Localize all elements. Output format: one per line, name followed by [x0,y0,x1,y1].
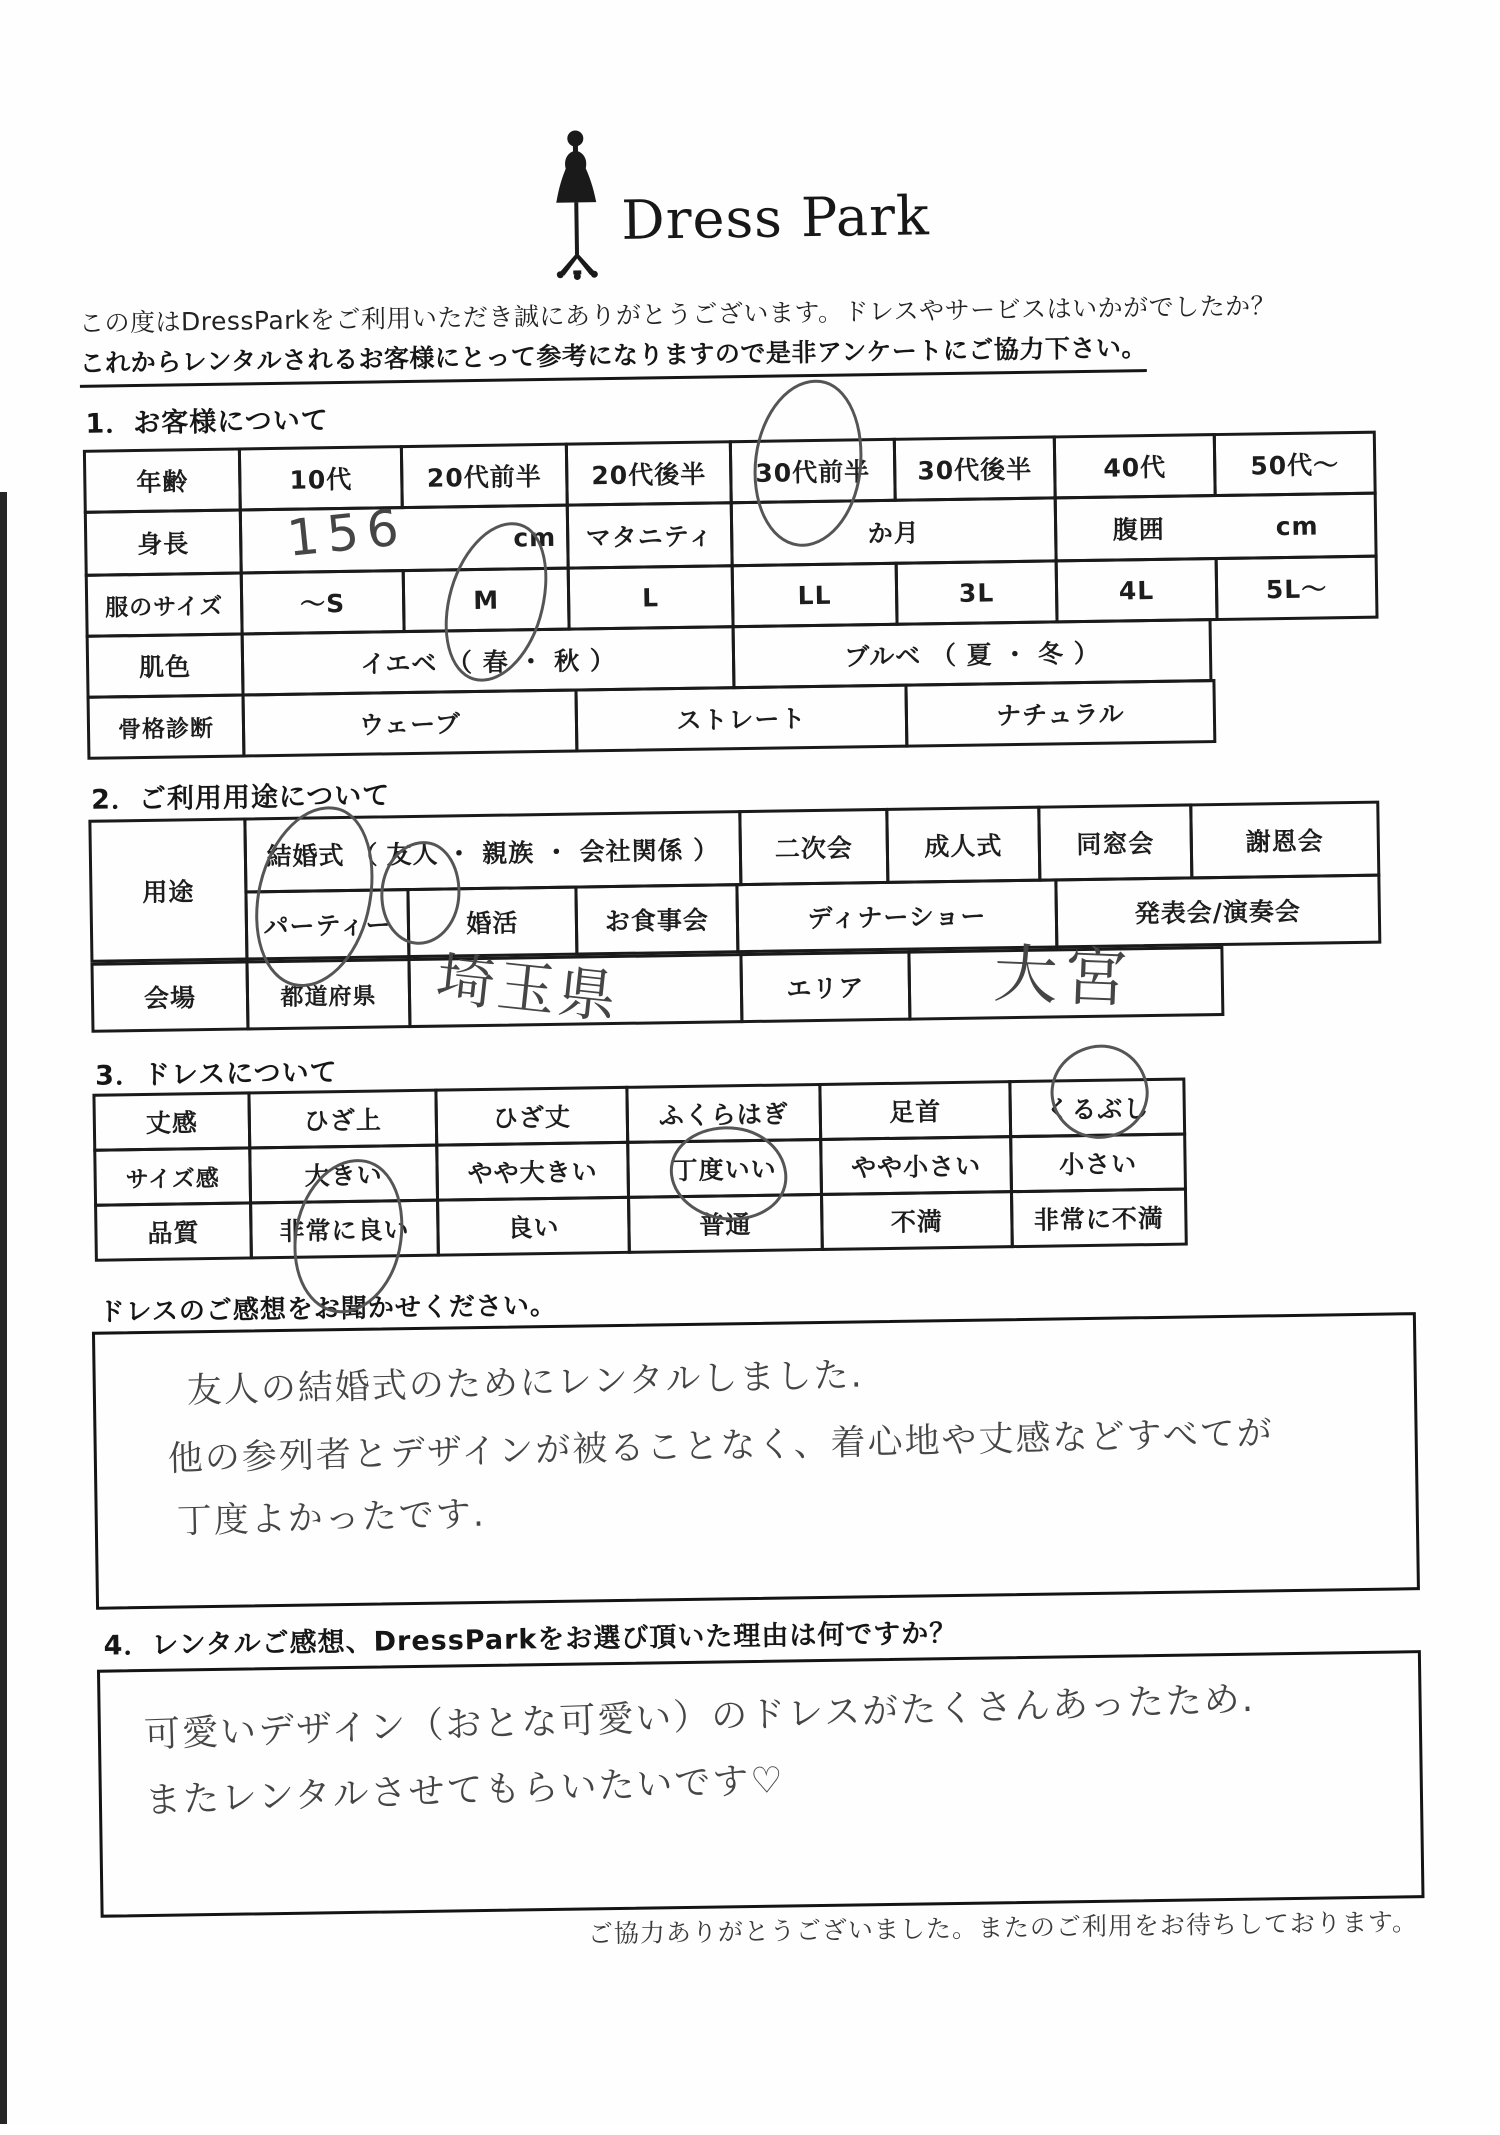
quality-row-label: 品質 [94,1201,253,1261]
dress-feedback-line: 友人の結婚式のためにレンタルしました. [186,1355,865,1412]
usage-option-cell: 二次会 [738,808,889,886]
footer-thanks: ご協力ありがとうございました。またのご利用をお待ちしております。 [587,1907,1419,1949]
height-row-label: 身長 [84,508,243,576]
section-4-title: 4．レンタルご感想、DressParkをお選び頂いた理由は何ですか？ [103,1617,958,1662]
fit-option-cell: 大きい [248,1144,439,1205]
section-2-title: 2．ご利用用途について [90,780,391,816]
age-option-cell: 40代 [1053,433,1217,499]
size-option-cell: 5L～ [1215,555,1379,621]
quality-option-cell: 非常に良い [249,1199,440,1260]
age-option-cell: 50代～ [1213,431,1377,497]
fit-option-cell: 小さい [1009,1133,1187,1194]
height-value-handwritten: 156 [284,497,410,568]
age-option-cell: 20代後半 [565,440,733,506]
brand-logo [0,115,1488,289]
frame-option-cell: ナチュラル [904,679,1216,748]
usage-option-cell: パーティー [244,888,410,960]
size-option-cell: M [402,567,571,633]
fit-row-label: サイズ感 [93,1146,252,1206]
prefecture-value-handwritten: 埼玉県 [433,944,623,1032]
quality-option-cell: 非常に不満 [1010,1188,1188,1249]
dress-feedback-line: 他の参列者とデザインが被ることなく、着心地や丈感などすべてが [167,1413,1275,1480]
waist-unit: cm [1275,511,1319,541]
age-option-cell: 20代前半 [400,443,569,509]
maternity-months-cell: か月 [730,496,1058,567]
wedding-detail: ・ 親族 ・ 会社関係 ） [446,835,720,869]
length-option-cell: 足首 [818,1080,1012,1141]
frame-option-cell: ストレート [574,684,908,753]
size-row-label: 服のサイズ [85,571,244,637]
age-option-cell: 30代後半 [893,435,1057,501]
waist-label: 腹囲 [1112,514,1165,545]
size-option-cell: ～S [240,569,406,635]
usage-option-cell: ディナーショー [735,878,1058,953]
age-option-cell: 10代 [238,445,404,511]
prefecture-label-cell: 都道府県 [245,958,411,1030]
dress-table [92,1078,1187,1262]
reason-line: またレンタルさせてもらいたいです♡ [144,1759,786,1822]
area-label-cell: エリア [739,951,911,1024]
skin-option-yellow: イエベ （ 春 ・ 秋 ） [241,625,736,696]
size-option-cell: L [567,564,735,630]
fit-option-cell: 丁度いい [626,1138,823,1199]
dress-feedback-line: 丁度よかったです. [176,1494,487,1542]
length-option-cell: くるぶし [1008,1078,1186,1139]
age-option-cell: 30代前半 [729,438,897,504]
intro-line-1: この度はDressParkをご利用いただき誠にありがとうございます。ドレスやサービスはいかがでしたか？ [78,291,1277,338]
quality-option-cell: 良い [436,1196,631,1257]
section-3-title: 3．ドレスについて [94,1057,338,1092]
frame-option-cell: ウェーブ [242,689,579,758]
wedding-friend-label: 友人 [386,839,439,870]
size-option-cell: 3L [895,559,1059,625]
reason-line: 可愛いデザイン（おとな可愛い）のドレスがたくさんあったため. [143,1678,1256,1756]
section-1-title: 1．お客様について [85,405,329,440]
usage-option-cell: 婚活 [406,886,578,959]
intro-line-2: これからレンタルされるお客様にとって参考になりますので是非アンケートにご協力下さい。 [79,328,1147,388]
maternity-label-cell: マタニティ [566,501,734,569]
age-row-label: 年齢 [83,447,242,513]
length-option-cell: ひざ上 [247,1089,438,1150]
usage-option-cell: 謝恩会 [1189,801,1380,880]
dress-form-icon [544,128,608,281]
usage-option-cell: お食事会 [574,883,739,955]
size-option-cell: LL [731,562,899,628]
usage-option-cell: 発表会/演奏会 [1054,874,1381,949]
usage-label-cell: 用途 [88,817,248,962]
length-row-label: 丈感 [92,1091,251,1151]
wedding-label: 結婚式 [266,840,345,872]
skin-row-label: 肌色 [86,632,245,698]
height-unit: cm [513,522,557,552]
area-value-handwritten: 大宮 [992,937,1135,1017]
length-option-cell: ひざ丈 [434,1086,629,1147]
wedding-paren-open: （ [352,840,379,870]
fit-option-cell: やや大きい [435,1141,630,1202]
usage-option-cell: 同窓会 [1037,803,1193,881]
size-option-cell: 4L [1055,557,1219,623]
customer-table [83,431,1380,760]
dress-feedback-label: ドレスのご感想をお聞かせください。 [98,1290,558,1328]
length-option-cell: ふくらはぎ [625,1083,822,1144]
fit-option-cell: やや小さい [819,1135,1013,1196]
quality-option-cell: 普通 [627,1193,824,1254]
brand-name: Dress Park [620,184,931,252]
usage-option-cell: 成人式 [885,806,1041,884]
skin-option-blue: ブルベ （ 夏 ・ 冬 ） [732,618,1213,689]
quality-option-cell: 不満 [820,1190,1014,1251]
venue-label-cell: 会場 [90,960,249,1032]
waist-cell [1054,492,1378,563]
frame-row-label: 骨格診断 [87,693,246,759]
